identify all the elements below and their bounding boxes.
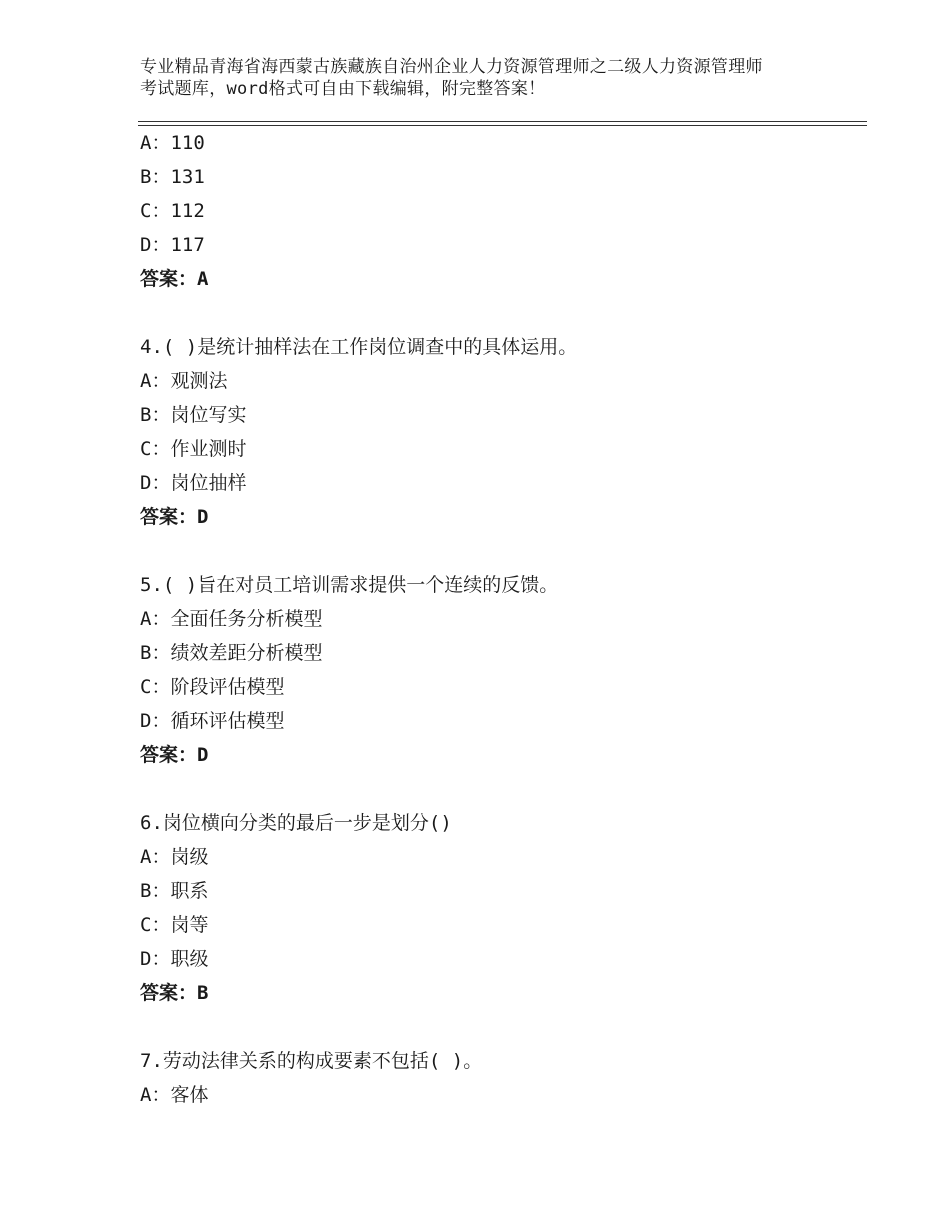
question-stem: 4.( )是统计抽样法在工作岗位调查中的具体运用。	[140, 336, 578, 358]
option-b: B：131	[140, 166, 205, 188]
option-c: C：112	[140, 200, 205, 222]
question-list	[140, 126, 860, 1112]
header-title-line-1: 专业精品青海省海西蒙古族藏族自治州企业人力资源管理师之二级人力资源管理师	[140, 57, 763, 77]
option-d: D：117	[140, 234, 205, 256]
option-a: A：全面任务分析模型	[140, 608, 323, 630]
option-a: A：观测法	[140, 370, 228, 392]
question-6	[140, 806, 860, 1010]
option-c: C：作业测时	[140, 438, 247, 460]
question-7	[140, 1044, 860, 1112]
option-c: C：阶段评估模型	[140, 676, 285, 698]
option-a: A：岗级	[140, 846, 209, 868]
question-stem: 7.劳动法律关系的构成要素不包括( )。	[140, 1050, 483, 1072]
header-divider-top	[138, 121, 867, 122]
option-b: B：绩效差距分析模型	[140, 642, 323, 664]
option-d: D：岗位抽样	[140, 472, 247, 494]
option-d: D：职级	[140, 948, 209, 970]
question-stem: 6.岗位横向分类的最后一步是划分()	[140, 812, 452, 834]
question-5	[140, 568, 860, 772]
question-3-continued	[140, 126, 860, 296]
option-a: A：客体	[140, 1084, 209, 1106]
answer-line: 答案：B	[140, 982, 209, 1004]
answer-line: 答案：A	[140, 268, 209, 290]
option-b: B：岗位写实	[140, 404, 247, 426]
option-c: C：岗等	[140, 914, 209, 936]
question-4	[140, 330, 860, 534]
answer-line: 答案：D	[140, 506, 209, 528]
answer-line: 答案：D	[140, 744, 209, 766]
header-title-line-2: 考试题库，word格式可自由下载编辑，附完整答案！	[140, 79, 546, 99]
option-a: A：110	[140, 132, 205, 154]
question-stem: 5.( )旨在对员工培训需求提供一个连续的反馈。	[140, 574, 559, 596]
document-header	[140, 56, 840, 100]
option-d: D：循环评估模型	[140, 710, 285, 732]
option-b: B：职系	[140, 880, 209, 902]
